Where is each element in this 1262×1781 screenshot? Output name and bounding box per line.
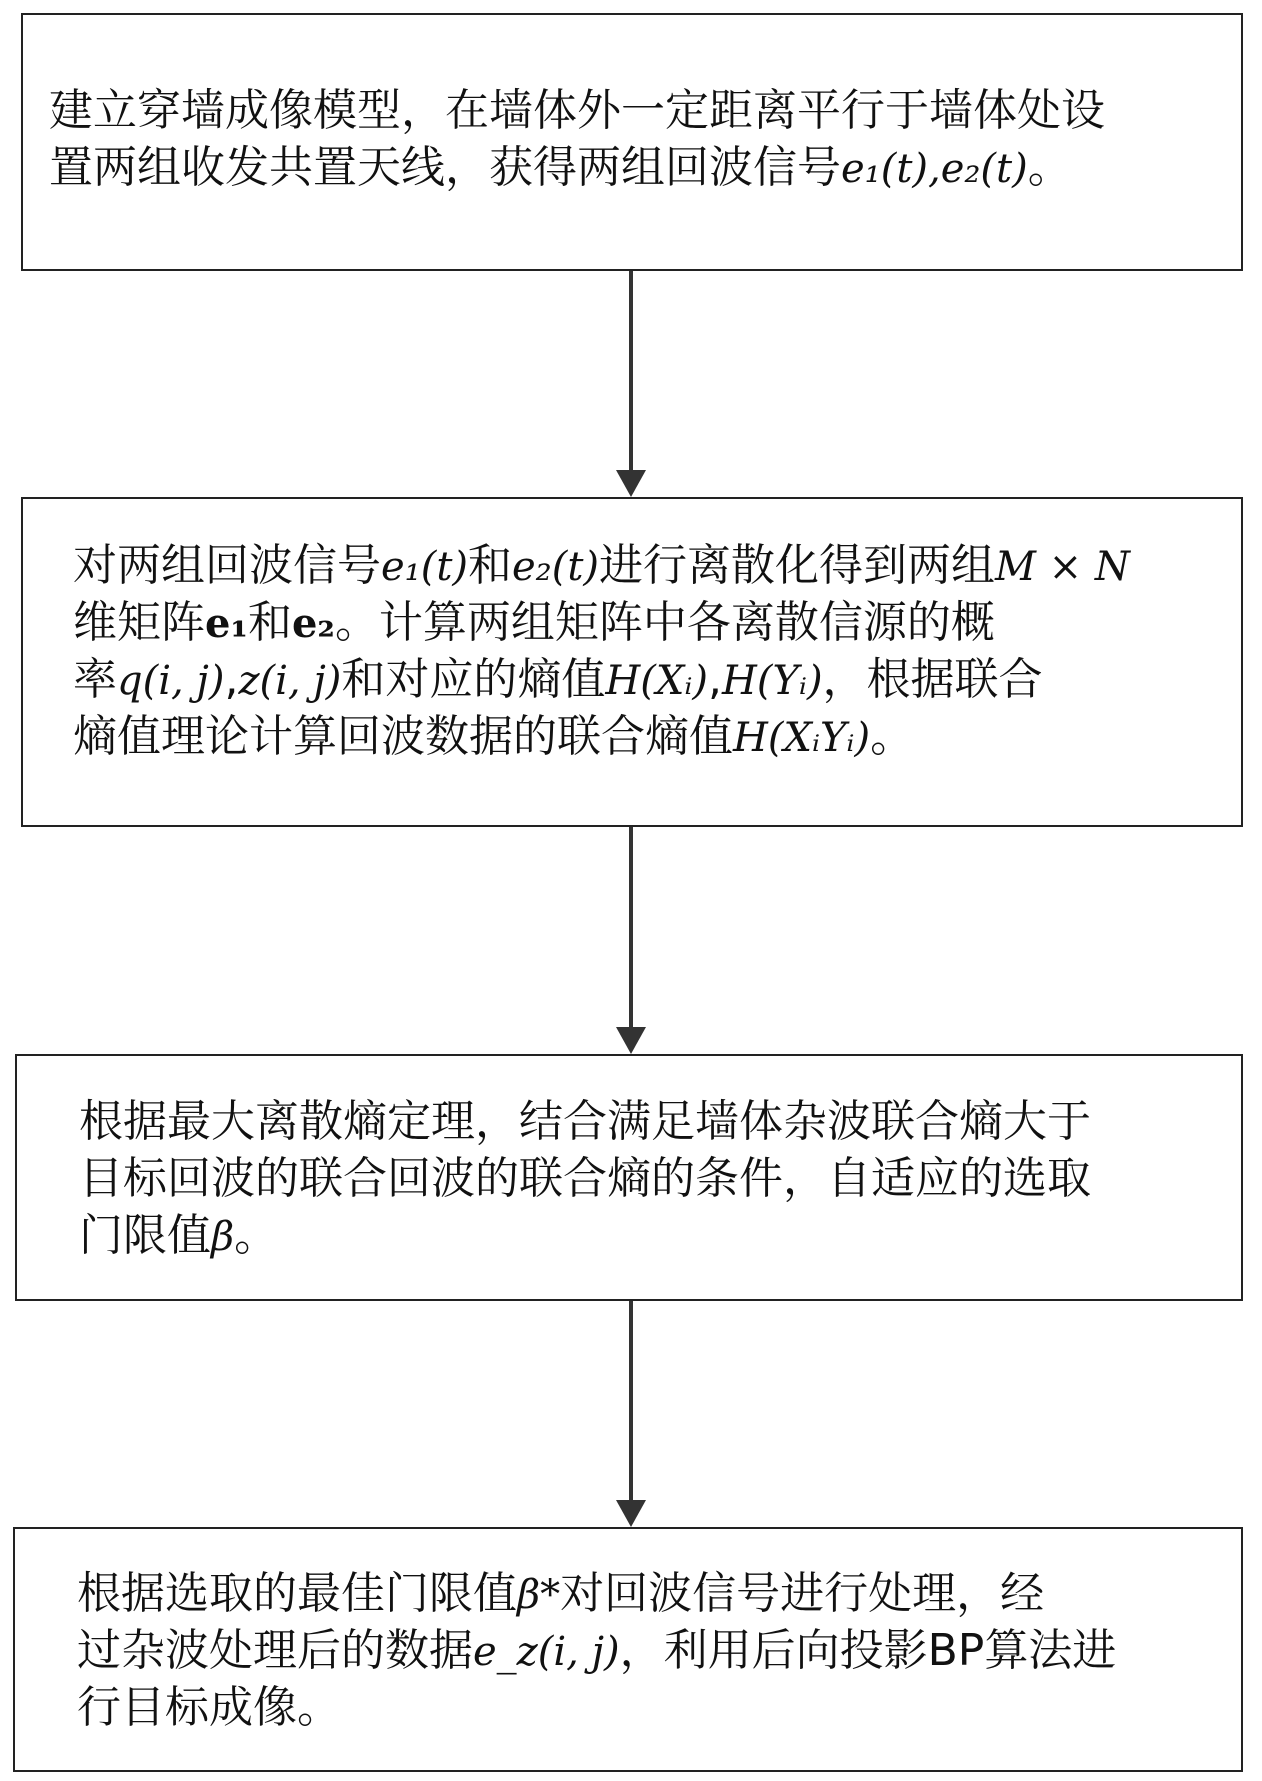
text-run: 熵值理论计算回波数据的联合熵值 — [73, 711, 733, 762]
text-run: 。 — [234, 1210, 279, 1261]
text-run: 置两组收发共置天线，获得两组回波信号 — [49, 142, 841, 193]
step-2-line-1 — [73, 537, 1130, 594]
text-run: 根据最大离散熵定理，结合满足墙体杂波联合熵大于 — [79, 1096, 1091, 1147]
math-expression: β* — [517, 1572, 561, 1618]
text-run: 算法进 — [984, 1625, 1117, 1676]
step-2-text — [73, 537, 1130, 765]
step-3-text — [79, 1093, 1091, 1264]
text-run: 门限值 — [79, 1210, 211, 1261]
text-run: 对回波信号进行处理，经 — [560, 1568, 1045, 1619]
step-3-line-1 — [79, 1093, 1091, 1150]
step-1-text — [49, 82, 1105, 196]
text-run: 行目标成像。 — [77, 1682, 341, 1733]
arrow-3-head — [616, 1500, 646, 1527]
text-run: 过杂波处理后的数据 — [77, 1625, 473, 1676]
text-run: 。 — [1027, 142, 1072, 193]
arrow-2-head — [616, 1027, 646, 1054]
acronym: BP — [927, 1625, 985, 1676]
text-run: 和 — [247, 597, 292, 648]
text-run: 和对应的熵值 — [341, 654, 606, 705]
step-1-line-1 — [49, 82, 1105, 139]
text-run: , — [224, 654, 239, 705]
step-1-line-2 — [49, 139, 1105, 196]
math-expression: e₂(t) — [512, 544, 599, 590]
step-3-box — [15, 1054, 1243, 1301]
step-2-box — [21, 497, 1243, 827]
matrix-symbol: e₁ — [205, 600, 248, 647]
text-run: 率 — [73, 654, 117, 705]
text-run: 。计算两组矩阵中各离散信源的概 — [334, 597, 995, 648]
step-4-box — [13, 1527, 1243, 1772]
text-run: 目标回波的联合回波的联合熵的条件，自适应的选取 — [79, 1153, 1091, 1204]
step-2-line-2 — [73, 594, 1130, 651]
math-expression: e₁(t),e₂(t) — [841, 146, 1028, 192]
math-expression: H(Yᵢ) — [722, 658, 823, 704]
text-run: 对两组回波信号 — [73, 540, 381, 591]
text-run: 建立穿墙成像模型，在墙体外一定距离平行于墙体处设 — [49, 85, 1105, 136]
arrow-1-head — [616, 470, 646, 497]
step-4-line-2 — [77, 1622, 1116, 1679]
math-expression: z(i, j) — [238, 658, 342, 704]
text-run: 。 — [870, 711, 915, 762]
math-expression: H(Xᵢ) — [605, 658, 708, 704]
math-expression: q(i, j) — [117, 658, 225, 704]
math-expression: β — [211, 1214, 235, 1260]
math-expression: H(XᵢYᵢ) — [733, 715, 871, 761]
step-3-line-2 — [79, 1150, 1091, 1207]
math-expression: e_z(i, j) — [473, 1629, 620, 1675]
step-3-line-3 — [79, 1207, 1091, 1264]
step-4-line-3 — [77, 1679, 1116, 1736]
text-run: ，利用后向投影 — [619, 1625, 928, 1676]
text-run: 根据选取的最佳门限值 — [77, 1568, 517, 1619]
text-run: , — [708, 654, 722, 705]
matrix-symbol: e₂ — [291, 600, 335, 647]
step-2-line-4 — [73, 708, 1130, 765]
math-expression: M × N — [995, 544, 1130, 590]
step-2-line-3 — [73, 651, 1130, 708]
text-run: ，根据联合 — [822, 654, 1043, 705]
math-expression: e₁(t) — [381, 544, 468, 590]
step-1-box — [21, 13, 1243, 271]
text-run: 维矩阵 — [73, 597, 205, 648]
text-run: 和 — [468, 540, 512, 591]
step-4-text — [77, 1565, 1116, 1736]
step-4-line-1 — [77, 1565, 1116, 1622]
text-run: 进行离散化得到两组 — [599, 540, 995, 591]
